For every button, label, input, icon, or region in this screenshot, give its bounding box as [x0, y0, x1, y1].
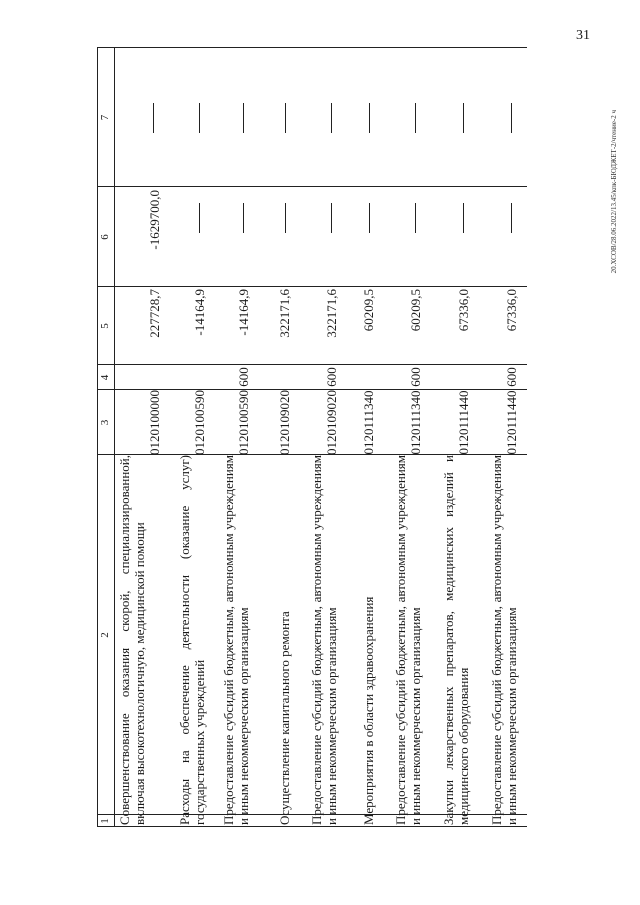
row-type: 600: [408, 367, 423, 387]
row-code: 0120111440: [504, 390, 519, 455]
row-name: Предоставление субсидий бюджетным, автономным учреждениям и иным некоммерческим организациям: [489, 455, 519, 825]
row-name: Осуществление капитального ремонта: [277, 611, 292, 825]
row-value-5: 227728,7: [147, 289, 162, 338]
row-dash-7: [511, 103, 512, 133]
row-name: Закупки лекарственных препаратов, медицинских изделий и медицинского оборудования: [441, 455, 471, 825]
row-value-6: -1629700,0: [147, 190, 162, 250]
header-col-6: 6: [99, 234, 111, 240]
header-col-5: 5: [99, 323, 111, 329]
row-code: 0120109020: [324, 390, 339, 455]
col-border: [97, 364, 527, 365]
row-name: Мероприятия в области здравоохранения: [361, 596, 376, 825]
header-bottom-border: [114, 47, 115, 827]
row-value-5: 322171,6: [277, 289, 292, 338]
col-border: [97, 186, 527, 187]
col-border: [97, 47, 527, 48]
row-name: Предоставление субсидий бюджетным, автономным учреждениям и иным некоммерческим организациям: [309, 455, 339, 825]
row-dash-7: [199, 103, 200, 133]
header-col-7: 7: [99, 114, 111, 121]
header-col-1: 1: [99, 818, 111, 824]
row-code: 0120100590: [236, 390, 251, 455]
row-value-5: -14164,9: [236, 289, 251, 336]
row-dash-7: [285, 103, 286, 133]
col-border: [97, 826, 527, 827]
row-dash-7: [331, 103, 332, 133]
row-type: 600: [324, 367, 339, 387]
row-dash-6: [369, 203, 370, 233]
header-col-2: 2: [99, 632, 111, 638]
col-border: [97, 286, 527, 287]
row-code: 0120111440: [456, 390, 471, 455]
row-value-5: -14164,9: [192, 289, 207, 336]
row-code: 0120100590: [192, 390, 207, 455]
row-value-5: 67336,0: [504, 289, 519, 332]
row-code: 0120111340: [361, 390, 376, 455]
side-note: 20.ХСОВ/28.06.2022/13.45/кпк-БЮДЖЕТ-2/чтение-2 ч: [610, 110, 618, 274]
row-type: 600: [504, 367, 519, 387]
row-value-5: 67336,0: [456, 289, 471, 332]
row-type: 600: [236, 367, 251, 387]
row-value-5: 60209,5: [361, 289, 376, 332]
table-container: [97, 47, 527, 827]
row-value-5: 60209,5: [408, 289, 423, 332]
row-dash-6: [415, 203, 416, 233]
row-dash-7: [463, 103, 464, 133]
row-dash-7: [415, 103, 416, 133]
row-name: Предоставление субсидий бюджетным, автономным учреждениям и иным некоммерческим организациям: [393, 455, 423, 825]
row-dash-6: [511, 203, 512, 233]
row-dash-6: [463, 203, 464, 233]
row-dash-6: [199, 203, 200, 233]
row-name: Совершенствование оказания скорой, специализированной, включая высокотехнологичную, медицинской помощи: [117, 455, 147, 825]
row-name: Расходы на обеспечение деятельности (оказание услуг) государственных учреждений: [177, 455, 207, 825]
page-number: 31: [576, 28, 590, 43]
row-code: 0120109020: [277, 390, 292, 455]
row-name: Предоставление субсидий бюджетным, автономным учреждениям и иным некоммерческим организациям: [221, 455, 251, 825]
row-code: 0120100000: [147, 390, 162, 455]
row-code: 0120111340: [408, 390, 423, 455]
header-col-3: 3: [99, 419, 111, 426]
row-dash-6: [285, 203, 286, 233]
budget-table: [97, 47, 527, 827]
row-dash-7: [243, 103, 244, 133]
row-dash-7: [153, 103, 154, 133]
row-dash-7: [369, 103, 370, 133]
row-dash-6: [331, 203, 332, 233]
header-col-4: 4: [99, 374, 111, 381]
row-value-5: 322171,6: [324, 289, 339, 338]
row-dash-6: [243, 203, 244, 233]
